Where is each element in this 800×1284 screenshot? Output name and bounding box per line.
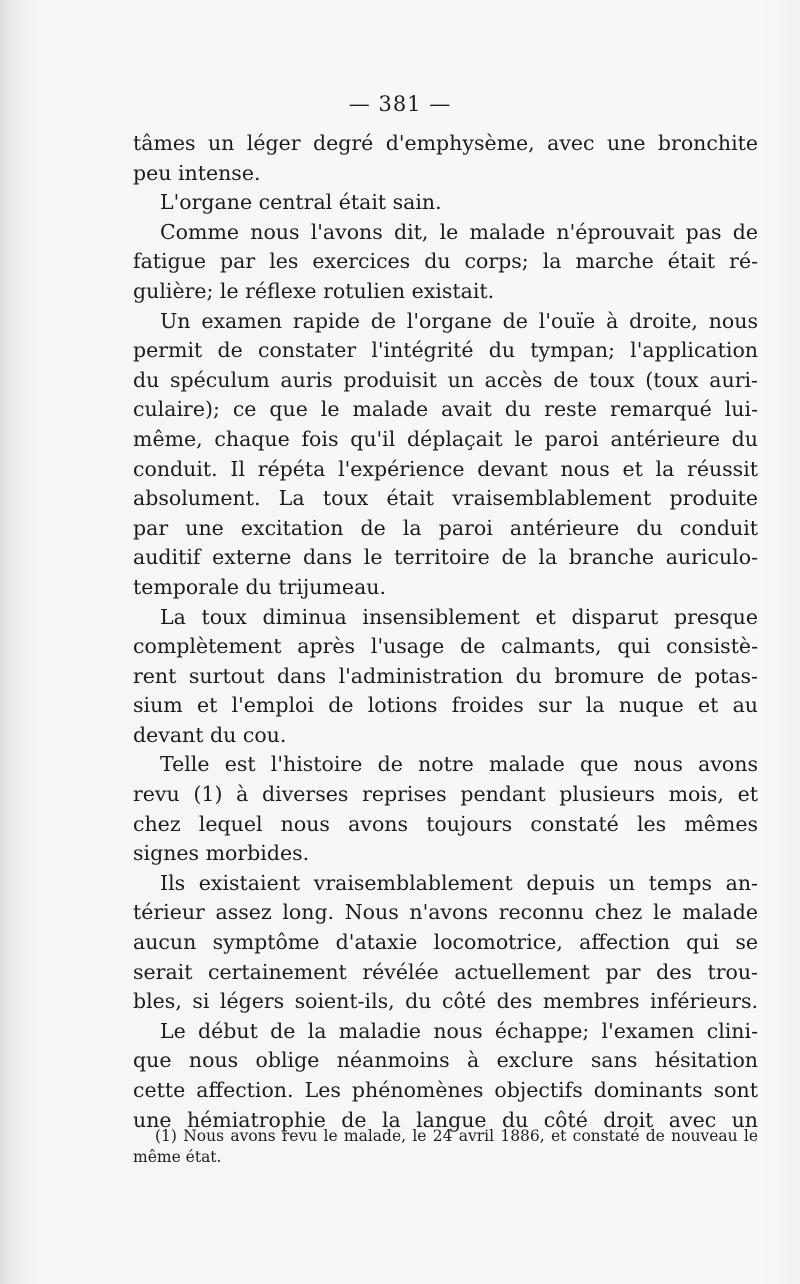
- text-line: que nous oblige néanmoins à exclure sans hésitation: [133, 1048, 758, 1073]
- text-line: gulière; le réflexe rotulien existait.: [133, 278, 495, 303]
- text-line: L'organe central était sain.: [160, 190, 442, 215]
- text-line: cette affection. Les phénomènes objectifs dominants sont: [133, 1078, 758, 1102]
- text-line: du spéculum auris produisit un accès de toux (toux auri-: [133, 367, 758, 392]
- text-line: une hémiatrophie de la langue du côté droit avec un: [133, 1107, 758, 1132]
- footnote-line: même état.: [133, 1148, 222, 1166]
- text-line: permit de constater l'intégrité du tympan; l'application: [133, 338, 758, 363]
- text-line: sium et l'emploi de lotions froides sur la nuque et au: [133, 693, 758, 718]
- text-line: absolument. La toux était vraisemblablement produite: [133, 486, 758, 511]
- text-line: signes morbides.: [133, 841, 310, 866]
- text-line: térieur assez long. Nous n'avons reconnu chez le malade: [133, 900, 758, 925]
- text-line: auditif externe dans le territoire de la branche auriculo-: [133, 545, 758, 570]
- text-line: culaire); ce que le malade avait du reste remarqué lui-: [133, 397, 758, 422]
- text-line: peu intense.: [133, 160, 261, 185]
- text-line: tâmes un léger degré d'emphysème, avec une bronchite: [133, 131, 758, 155]
- text-line: rent surtout dans l'administration du bromure de potas-: [133, 663, 758, 688]
- footnote-line: (1) Nous avons revu le malade, le 24 avril 1886, et constaté de nouveau le: [155, 1127, 758, 1145]
- text-line: serait certainement révélée actuellement par des trou-: [133, 959, 758, 984]
- text-line: Telle est l'histoire de notre malade que nous avons: [160, 752, 758, 777]
- footnote: [133, 1126, 758, 1168]
- text-line: revu (1) à diverses reprises pendant plusieurs mois, et: [133, 782, 758, 807]
- text-line: même, chaque fois qu'il déplaçait le paroi antérieure du: [133, 426, 758, 451]
- text-line: fatigue par les exercices du corps; la marche était ré-: [133, 249, 758, 274]
- text-line: complètement après l'usage de calmants, qui consistè-: [133, 634, 758, 659]
- text-line: conduit. Il répéta l'expérience devant nous et la réussit: [133, 456, 758, 481]
- text-line: Ils existaient vraisemblablement depuis un temps an-: [160, 870, 758, 895]
- text-line: temporale du trijumeau.: [133, 574, 387, 599]
- text-line: aucun symptôme d'ataxie locomotrice, affection qui se: [133, 930, 758, 955]
- page-number: — 381 —: [348, 92, 452, 116]
- body-text: [133, 129, 758, 1135]
- text-line: devant du cou.: [133, 722, 287, 747]
- text-line: chez lequel nous avons toujours constaté les mêmes: [133, 811, 758, 836]
- text-line: par une excitation de la paroi antérieure du conduit: [133, 515, 758, 540]
- text-line: Un examen rapide de l'organe de l'ouïe à droite, nous: [160, 308, 758, 333]
- text-line: bles, si légers soient-ils, du côté des membres inférieurs.: [133, 989, 758, 1014]
- text-line: Le début de la maladie nous échappe; l'examen clini-: [160, 1018, 758, 1043]
- text-line: Comme nous l'avons dit, le malade n'éprouvait pas de: [160, 219, 758, 244]
- text-line: La toux diminua insensiblement et disparut presque: [160, 604, 758, 629]
